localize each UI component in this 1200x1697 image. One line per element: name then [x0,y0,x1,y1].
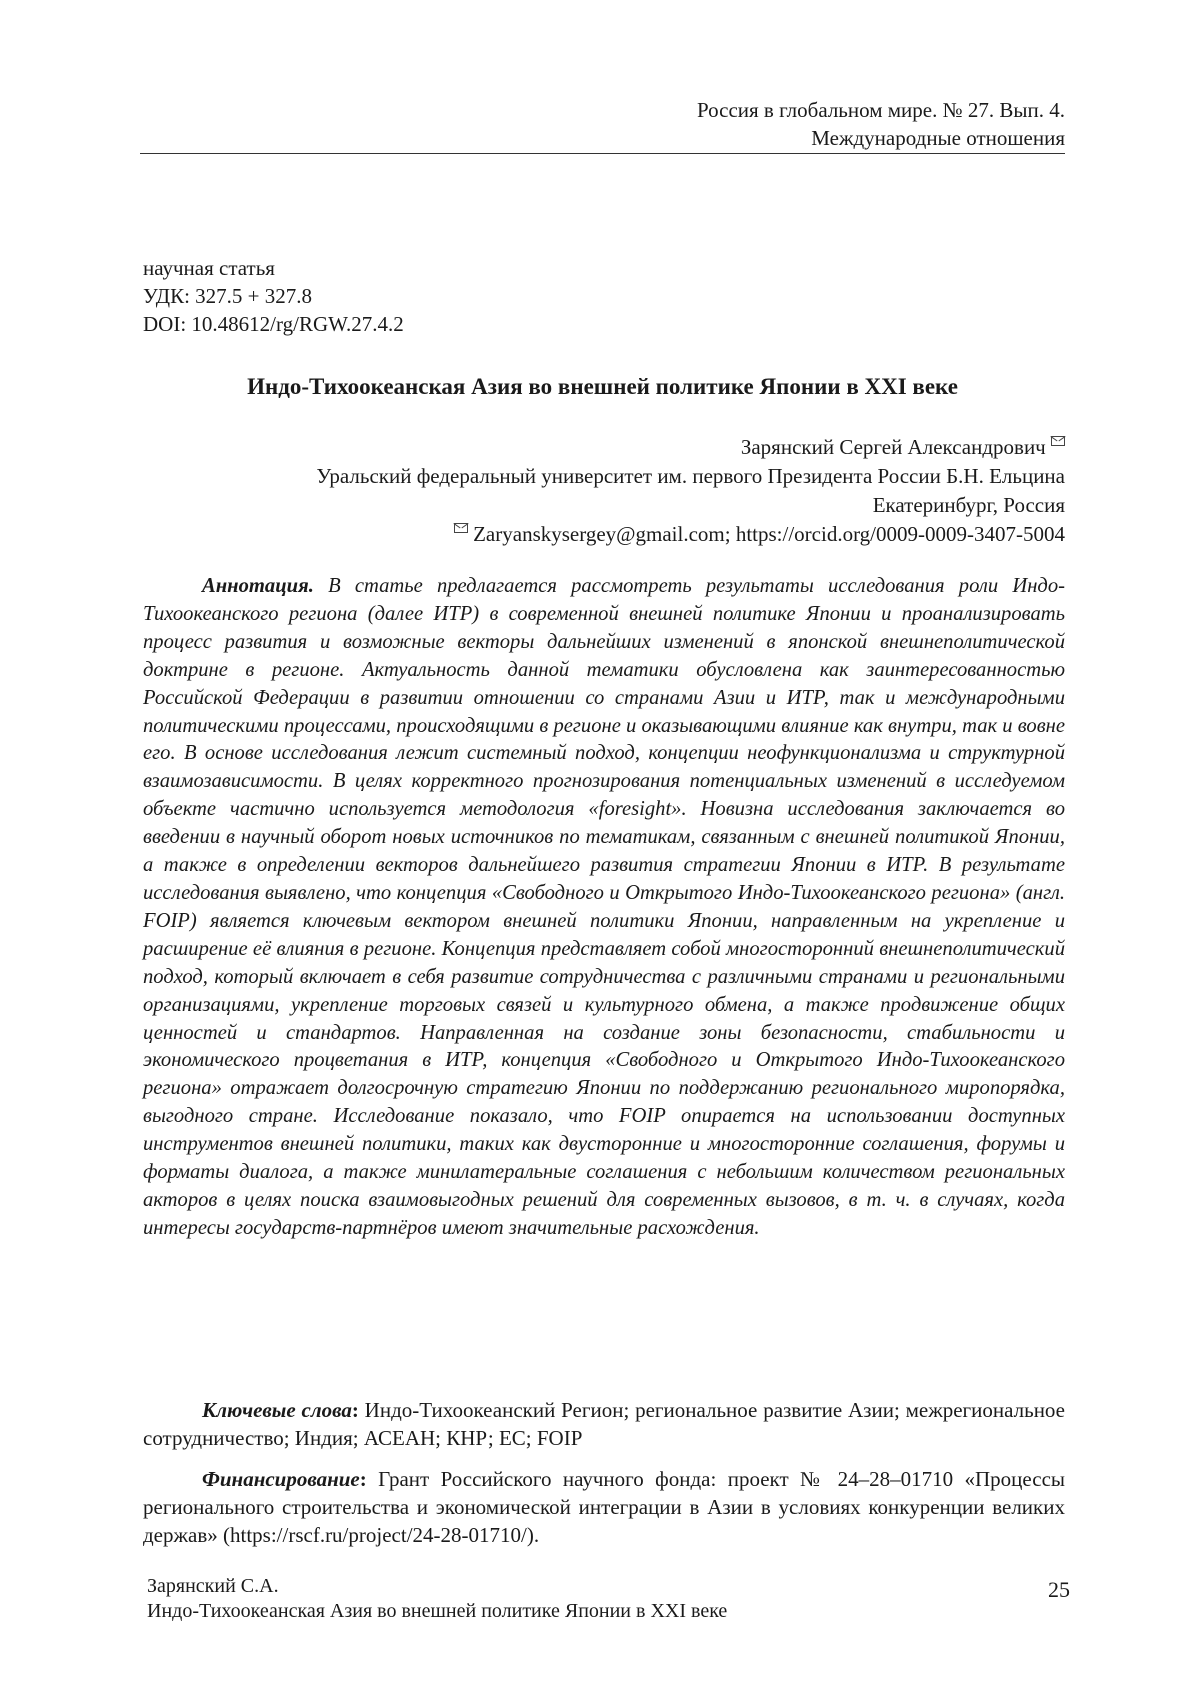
abstract-label: Аннотация. [202,575,314,597]
funding-text: Грант Российского научного фонда: проект № 24–28–01710 «Процессы регионального строительства и экономической интеграции в Азии в условиях конкуренции великих держав» (https://rscf.ru/project/24-28-01710/). [143,1467,1065,1547]
article-title: Индо-Тихоокеанская Азия во внешней политике Японии в XXI веке [140,372,1065,402]
doi-link[interactable]: DOI: 10.48612/rg/RGW.27.4.2 [143,310,404,338]
journal-name: Россия в глобальном мире. № 27. Вып. 4. [140,96,1065,124]
keywords [143,1396,1065,1452]
keywords-text: Индо-Тихоокеанский Регион; региональное развитие Азии; межрегиональное сотрудничество; Индия; АСЕАН; КНР; ЕС; FOIP [143,1398,1065,1450]
keywords-label: Ключевые слова [202,1398,352,1422]
author-contacts[interactable]: Zaryanskysergey@gmail.com; https://orcid.org/0009-0009-3407-5004 [473,522,1065,546]
journal-section: Международные отношения [140,124,1065,152]
author-affiliation: Уральский федеральный университет им. первого Президента России Б.Н. Ельцина [140,462,1065,491]
keywords-colon: : [352,1398,359,1422]
page-number: 25 [1030,1577,1070,1603]
envelope-icon [1051,436,1065,446]
article-type: научная статья [143,254,404,282]
funding-label: Финансирование [202,1467,360,1491]
udk-code: УДК: 327.5 + 327.8 [143,282,404,310]
author-name: Зарянский Сергей Александрович [741,435,1046,459]
header-divider [140,153,1065,154]
running-footer [147,1574,727,1624]
abstract-text: В статье предлагается рассмотреть результаты исследования роли Индо-Тихоокеанского региона (далее ИТР) в современной внешней политике Японии и проанализировать процесс развития и возможные векторы дальнейших изменений в японской внешнеполитической доктрине в регионе. Актуальность данной тематики обусловлена как заинтересованностью Российской Федерации в развитии отношении со странами Азии и ИТР, так и международными политическими процессами, происходящими в регионе и оказывающими влияние как внутри, так и вовне его. В основе исследования лежит системный подход, концепции неофункционализма и структурной взаимозависимости. В целях корректного прогнозирования потенциальных изменений в исследуемом объекте частично используется методология «foresight». Новизна исследования заключается во введении в научный оборот новых источников по тематикам, связанным с внешней политикой Японии, а также в определении векторов дальнейшего развития стратегии Японии в ИТР. В результате исследования выявлено, что концепция «Свободного и Открытого Индо-Тихоокеанского региона» (англ. FOIP) является ключевым вектором внешней политики Японии, направленным на укрепление и расширение её влияния в регионе. Концепция представляет собой многосторонний внешнеполитический подход, который включает в себя развитие сотрудничества с различными странами и региональными организациями, укрепление торговых связей и культурного обмена, а также продвижение общих ценностей и стандартов. Направленная на создание зоны безопасности, стабильности и экономического процветания в ИТР, концепция «Свободного и Открытого Индо-Тихоокеанского региона» отражает долгосрочную стратегию Японии по поддержанию регионального миропорядка, выгодного стране. Исследование показало, что FOIP опирается на использовании доступных инструментов внешней политики, таких как двусторонние и многосторонние соглашения, форумы и форматы диалога, а также минилатеральные соглашения с небольшим количеством региональных акторов в целях поиска взаимовыгодных решений для современных вызовов, в т. ч. в случаях, когда интересы государств-партнёров имеют значительные расхождения. [143,575,1065,1239]
footer-title: Индо-Тихоокеанская Азия во внешней политике Японии в XXI веке [147,1599,727,1624]
funding-colon: : [360,1467,367,1491]
abstract [143,573,1065,1243]
footer-author: Зарянский С.А. [147,1574,727,1599]
envelope-icon [454,523,468,533]
author-block [140,433,1065,549]
article-meta [143,254,404,338]
running-header [140,96,1065,152]
author-location: Екатеринбург, Россия [140,491,1065,520]
funding [143,1465,1065,1549]
